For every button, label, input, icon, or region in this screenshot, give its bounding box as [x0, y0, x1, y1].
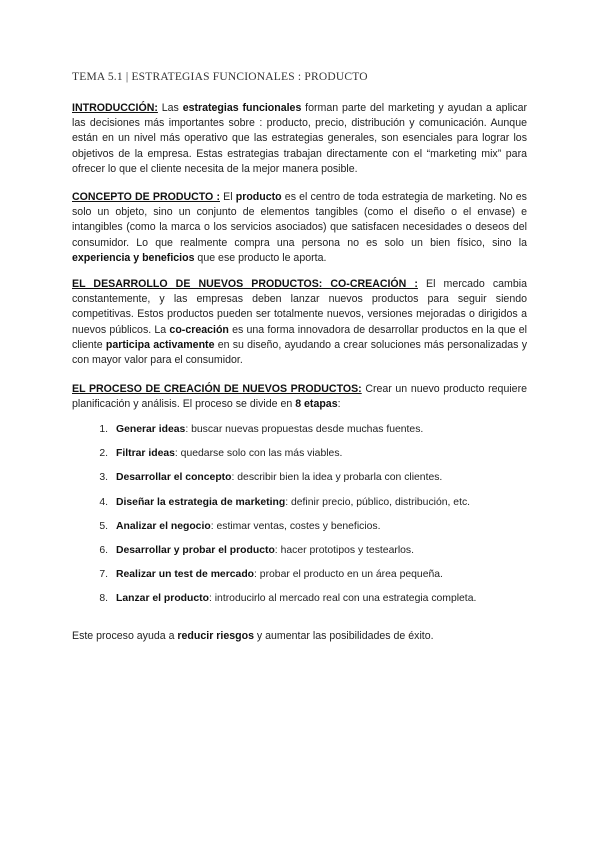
step-title: Diseñar la estrategia de marketing: [116, 496, 286, 508]
step-title: Desarrollar el concepto: [116, 472, 232, 484]
desarrollo-bold-1: co-creación: [169, 323, 229, 336]
step-title: Analizar el negocio: [116, 520, 211, 532]
step-text: : describir bien la idea y probarla con clientes.: [231, 472, 443, 484]
step-number: 5.: [99, 520, 108, 532]
intro-bold-1: estrategias funcionales: [182, 102, 302, 114]
concepto-bold-2: experiencia y beneficios: [72, 251, 195, 264]
list-item: [88, 569, 518, 593]
concepto-paragraph: [72, 190, 527, 266]
concepto-text-3: que ese producto le aporta.: [194, 251, 327, 264]
proceso-bold-1: 8 etapas: [295, 398, 338, 411]
step-text: : definir precio, público, distribución, etc.: [285, 496, 471, 508]
proceso-text-1: Crear un nuevo producto requiere planificación y análisis. El proceso se divide en: [72, 383, 527, 411]
steps-list: [88, 424, 518, 618]
desarrollo-text-3: en su diseño, ayudando a crear soluciones más personalizadas y con mayor valor para el consumidor.: [72, 338, 527, 367]
list-item: [88, 497, 518, 521]
closing-bold-1: reducir riesgos: [177, 630, 254, 642]
concepto-heading: CONCEPTO DE PRODUCTO :: [72, 191, 220, 203]
intro-heading: INTRODUCCIÓN:: [72, 102, 158, 114]
page-title: TEMA 5.1 | ESTRATEGIAS FUNCIONALES : PRODUCTO: [72, 71, 368, 83]
closing-text-1: Este proceso ayuda a: [72, 630, 178, 642]
proceso-heading: EL PROCESO DE CREACIÓN DE NUEVOS PRODUCTOS:: [72, 383, 362, 395]
proceso-text-2: :: [337, 398, 341, 411]
step-title: Lanzar el producto: [116, 593, 209, 605]
step-title: Desarrollar y probar el producto: [116, 544, 275, 556]
list-item: [88, 593, 518, 617]
step-number: 4.: [99, 496, 108, 508]
step-text: : introducirlo al mercado real con una estrategia completa.: [208, 593, 477, 605]
step-title: Generar ideas: [116, 424, 186, 435]
list-item: [88, 424, 518, 448]
step-title: Realizar un test de mercado: [116, 569, 255, 581]
step-text: : estimar ventas, costes y beneficios.: [210, 520, 381, 532]
step-number: 7.: [99, 569, 108, 581]
step-text: : buscar nuevas propuestas desde muchas fuentes.: [185, 424, 424, 435]
list-item: [88, 448, 518, 472]
desarrollo-text-1: El mercado cambia constantemente, y las empresas deben lanzar nuevos productos para seguir siendo competitivas. Estos productos pueden ser totalmente nuevos, versiones mejoradas o dirigidos a nuevos públicos. La: [72, 278, 527, 336]
step-title: Filtrar ideas: [116, 448, 175, 460]
step-text: : probar el producto en un área pequeña.: [254, 569, 443, 581]
closing-text-2: y aumentar las posibilidades de éxito.: [253, 630, 434, 642]
desarrollo-text-2: es una forma innovadora de desarrollar productos en la que el cliente: [72, 323, 527, 351]
list-item: [88, 521, 518, 545]
intro-text-2: forman parte del marketing y ayudan a aplicar las decisiones más importantes sobre : producto, precio, distribución y comunicación. Aunque están en un nivel más operativo que las estrategias generales, son esenciales para lograr los objetivos de la empresa. Estas estrategias trabajan directamente con el “marketing mix” para ofrecer lo que el cliente necesita de la mejor manera posible.: [72, 102, 527, 175]
concepto-text-1: El: [220, 191, 236, 203]
closing-paragraph: [72, 630, 527, 642]
concepto-bold-1: producto: [235, 191, 282, 203]
intro-text-1: Las: [157, 102, 183, 114]
step-number: 6.: [99, 544, 108, 556]
step-text: : hacer prototipos y testearlos.: [274, 544, 414, 556]
list-item: [88, 545, 518, 569]
concepto-text-2: es el centro de toda estrategia de marketing. No es solo un objeto, sino un conjunto de elementos tangibles (como el diseño o el envase) e intangibles (como la marca o los servicios asociados) que satisfacen necesidades o deseos del consumidor. Lo que realmente compra una persona no es solo un bien físico, sino la: [72, 191, 527, 249]
desarrollo-paragraph: [72, 277, 527, 368]
step-text: : quedarse solo con las más viables.: [174, 448, 343, 460]
step-number: 1.: [99, 424, 108, 435]
step-number: 3.: [99, 472, 108, 484]
proceso-paragraph: [72, 382, 527, 412]
desarrollo-heading: EL DESARROLLO DE NUEVOS PRODUCTOS: CO-CREACIÓN :: [72, 278, 418, 290]
list-item: [88, 472, 518, 496]
desarrollo-bold-2: participa activamente: [105, 338, 215, 351]
intro-paragraph: [72, 101, 527, 177]
step-number: 2.: [99, 448, 108, 460]
step-number: 8.: [99, 593, 108, 605]
